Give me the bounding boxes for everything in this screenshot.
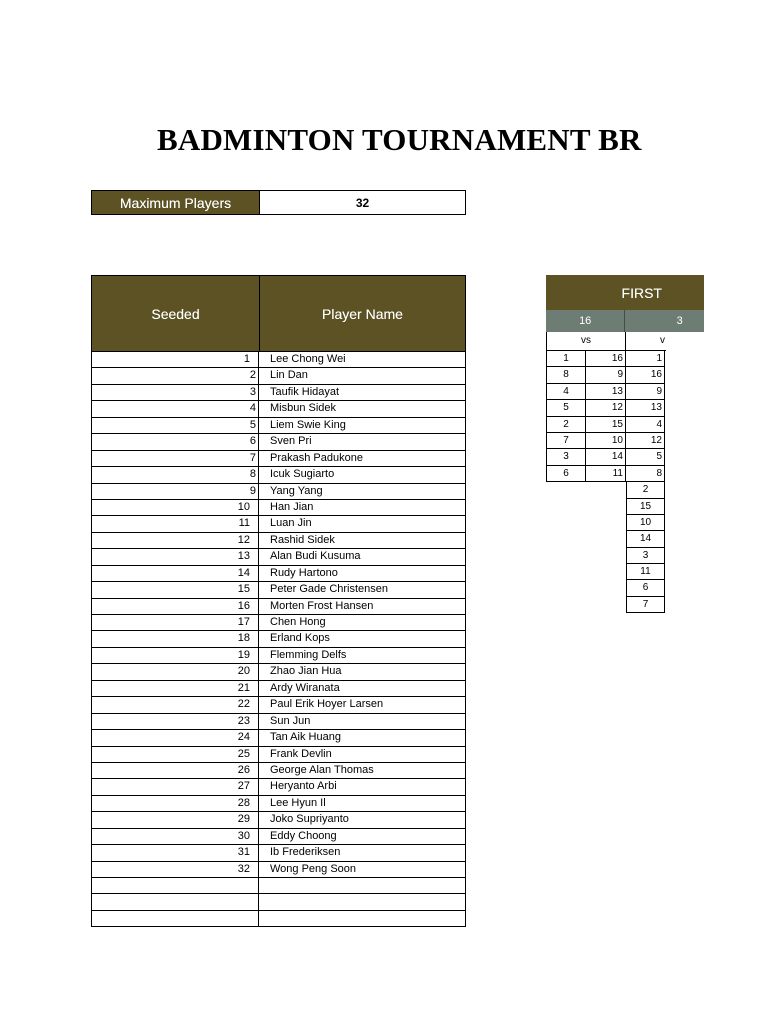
table-row bbox=[92, 565, 465, 581]
table-row bbox=[92, 828, 465, 844]
pair-cell: 10 bbox=[586, 433, 626, 449]
extra-cell: 11 bbox=[626, 564, 665, 580]
seed-number: 2 bbox=[92, 368, 259, 383]
table-row bbox=[92, 532, 465, 548]
player-name[interactable]: Chen Hong bbox=[270, 616, 326, 628]
pair-cell: 9 bbox=[586, 367, 626, 383]
seed-number: 28 bbox=[92, 796, 259, 811]
pair-cell: 14 bbox=[586, 449, 626, 465]
extra-cell: 6 bbox=[626, 580, 665, 596]
player-name[interactable]: Icuk Sugiarto bbox=[270, 468, 335, 481]
table-row bbox=[92, 811, 465, 827]
seed-number bbox=[92, 911, 259, 926]
page-title: BADMINTON TOURNAMENT BR bbox=[157, 122, 642, 157]
player-name[interactable]: Rudy Hartono bbox=[270, 566, 338, 579]
vs-label-2: v bbox=[660, 335, 665, 346]
extra-row bbox=[546, 499, 768, 515]
extra-row bbox=[546, 482, 768, 498]
table-row bbox=[92, 630, 465, 646]
seed-number: 4 bbox=[92, 401, 259, 416]
player-name[interactable]: Erland Kops bbox=[270, 632, 330, 645]
extra-row bbox=[546, 515, 768, 531]
seed-number: 9 bbox=[92, 484, 259, 499]
seed-number: 32 bbox=[92, 862, 259, 877]
max-players-label: Maximum Players bbox=[92, 191, 260, 214]
table-row bbox=[92, 483, 465, 499]
match-pair bbox=[546, 351, 768, 367]
pair-cell: 1 bbox=[546, 351, 586, 367]
player-name[interactable] bbox=[259, 894, 465, 909]
vs-row bbox=[546, 332, 768, 350]
extra-row bbox=[546, 564, 768, 580]
player-name[interactable]: Eddy Choong bbox=[270, 829, 337, 842]
player-name[interactable]: Lin Dan bbox=[270, 369, 308, 382]
player-name[interactable]: Flemming Delfs bbox=[270, 648, 347, 661]
table-row bbox=[92, 614, 465, 630]
table-row bbox=[92, 746, 465, 762]
seed-number: 15 bbox=[92, 582, 259, 597]
extra-row bbox=[546, 531, 768, 547]
player-name[interactable]: Tan Aik Huang bbox=[270, 731, 341, 744]
pair-cell: 5 bbox=[626, 449, 665, 465]
pair-cell: 4 bbox=[546, 384, 586, 400]
seed-number: 23 bbox=[92, 714, 259, 729]
extra-cell: 14 bbox=[626, 531, 665, 547]
pair-cell: 11 bbox=[586, 466, 626, 482]
max-players-row bbox=[91, 190, 466, 215]
match-pair bbox=[546, 384, 768, 400]
table-row bbox=[92, 844, 465, 860]
seed-number bbox=[92, 878, 259, 893]
seed-number: 17 bbox=[92, 615, 259, 630]
match-pair bbox=[546, 449, 768, 465]
seed-number: 22 bbox=[92, 697, 259, 712]
player-name[interactable]: Prakash Padukone bbox=[270, 451, 363, 464]
first-round-subheader bbox=[546, 310, 704, 332]
table-row bbox=[92, 647, 465, 663]
table-row bbox=[92, 696, 465, 712]
seed-number: 27 bbox=[92, 779, 259, 794]
table-row bbox=[92, 450, 465, 466]
table-row bbox=[92, 351, 465, 367]
first-round-sub-a: 16 bbox=[546, 310, 625, 332]
table-row bbox=[92, 861, 465, 877]
table-row bbox=[92, 713, 465, 729]
player-name[interactable]: Morten Frost Hansen bbox=[270, 599, 374, 612]
table-row bbox=[92, 417, 465, 433]
pair-cell: 12 bbox=[586, 400, 626, 416]
first-round-sub-b: 3 bbox=[676, 315, 683, 327]
seed-number: 16 bbox=[92, 599, 259, 614]
table-row bbox=[92, 499, 465, 515]
player-name[interactable]: Yang Yang bbox=[270, 484, 323, 497]
seed-number: 6 bbox=[92, 434, 259, 449]
first-round-title: FIRST bbox=[546, 275, 704, 310]
match-pair bbox=[546, 417, 768, 433]
pair-cell: 13 bbox=[626, 400, 665, 416]
table-row bbox=[92, 548, 465, 564]
vs-label: vs bbox=[546, 332, 626, 350]
first-round-panel bbox=[546, 275, 768, 613]
player-name[interactable]: Luan Jin bbox=[270, 517, 312, 530]
table-row bbox=[92, 729, 465, 745]
table-row bbox=[92, 762, 465, 778]
extra-row bbox=[546, 580, 768, 596]
player-name[interactable]: Lee Hyun Il bbox=[270, 796, 326, 809]
player-name[interactable]: Alan Budi Kusuma bbox=[270, 550, 361, 563]
player-name[interactable]: Ardy Wiranata bbox=[270, 681, 340, 694]
player-name[interactable] bbox=[259, 878, 465, 893]
seed-number: 30 bbox=[92, 829, 259, 844]
extra-cell: 7 bbox=[626, 597, 665, 613]
seed-number: 14 bbox=[92, 566, 259, 581]
seed-table-header bbox=[92, 276, 465, 351]
pair-cell: 3 bbox=[546, 449, 586, 465]
extra-cell: 2 bbox=[626, 482, 665, 498]
table-row bbox=[92, 893, 465, 909]
seed-number: 21 bbox=[92, 681, 259, 696]
extra-row bbox=[546, 548, 768, 564]
table-row bbox=[92, 680, 465, 696]
table-row bbox=[92, 384, 465, 400]
table-row bbox=[92, 400, 465, 416]
seed-number bbox=[92, 894, 259, 909]
player-name[interactable]: Taufik Hidayat bbox=[270, 385, 340, 398]
player-name[interactable]: Peter Gade Christensen bbox=[270, 583, 389, 596]
pair-cell: 5 bbox=[546, 400, 586, 416]
extra-cell: 3 bbox=[626, 548, 665, 564]
seed-number: 1 bbox=[92, 352, 259, 367]
seed-number: 3 bbox=[92, 385, 259, 400]
pair-cell: 8 bbox=[546, 367, 586, 383]
seed-number: 7 bbox=[92, 451, 259, 466]
pair-cell: 1 bbox=[626, 351, 665, 367]
table-row bbox=[92, 795, 465, 811]
match-pair bbox=[546, 466, 768, 482]
player-name[interactable]: George Alan Thomas bbox=[270, 763, 374, 776]
pair-cell: 12 bbox=[626, 433, 665, 449]
player-name[interactable]: Han Jian bbox=[270, 500, 314, 513]
player-name[interactable]: Sven Pri bbox=[270, 435, 312, 448]
seed-number: 12 bbox=[92, 533, 259, 548]
player-name[interactable]: Rashid Sidek bbox=[270, 533, 335, 546]
match-pairs bbox=[546, 351, 768, 482]
table-row bbox=[92, 367, 465, 383]
pair-cell: 9 bbox=[626, 384, 665, 400]
table-row bbox=[92, 663, 465, 679]
extra-row bbox=[546, 597, 768, 613]
extra-cell: 15 bbox=[626, 499, 665, 515]
player-name[interactable]: Liem Swie King bbox=[270, 418, 346, 431]
table-row bbox=[92, 877, 465, 893]
pair-cell: 4 bbox=[626, 417, 665, 433]
seed-number: 24 bbox=[92, 730, 259, 745]
pair-cell: 16 bbox=[626, 367, 665, 383]
pair-cell: 2 bbox=[546, 417, 586, 433]
player-name[interactable]: Frank Devlin bbox=[270, 747, 332, 760]
table-row bbox=[92, 910, 465, 926]
seed-number: 19 bbox=[92, 648, 259, 663]
player-name[interactable]: Zhao Jian Hua bbox=[270, 665, 342, 678]
pair-cell: 7 bbox=[546, 433, 586, 449]
max-players-value[interactable]: 32 bbox=[355, 195, 370, 210]
extra-column bbox=[546, 482, 768, 613]
seed-number: 31 bbox=[92, 845, 259, 860]
player-name[interactable]: Wong Peng Soon bbox=[270, 862, 357, 875]
player-name[interactable]: Heryanto Arbi bbox=[270, 780, 337, 793]
match-pair bbox=[546, 433, 768, 449]
seed-table-body bbox=[92, 351, 465, 926]
pair-cell: 8 bbox=[626, 466, 665, 482]
seed-number: 5 bbox=[92, 418, 259, 433]
player-name-header: Player Name bbox=[322, 305, 403, 322]
pair-cell: 16 bbox=[586, 351, 626, 367]
pair-cell: 15 bbox=[586, 417, 626, 433]
table-row bbox=[92, 598, 465, 614]
seeded-header: Seeded bbox=[92, 276, 260, 351]
pair-cell: 13 bbox=[586, 384, 626, 400]
seed-number: 13 bbox=[92, 549, 259, 564]
match-pair bbox=[546, 367, 768, 383]
player-name[interactable]: Paul Erik Hoyer Larsen bbox=[270, 698, 384, 711]
match-pair bbox=[546, 400, 768, 416]
seed-number: 25 bbox=[92, 747, 259, 762]
player-name[interactable]: Misbun Sidek bbox=[270, 402, 337, 415]
seed-number: 26 bbox=[92, 763, 259, 778]
seed-number: 10 bbox=[92, 500, 259, 515]
player-name[interactable]: Lee Chong Wei bbox=[270, 353, 346, 365]
player-name[interactable] bbox=[259, 911, 465, 926]
table-row bbox=[92, 778, 465, 794]
pair-cell: 6 bbox=[546, 466, 586, 482]
table-row bbox=[92, 433, 465, 449]
seed-table bbox=[91, 275, 466, 927]
player-name[interactable]: Joko Supriyanto bbox=[270, 813, 349, 826]
seed-number: 20 bbox=[92, 664, 259, 679]
extra-cell: 10 bbox=[626, 515, 665, 531]
player-name[interactable]: Sun Jun bbox=[270, 714, 311, 727]
table-row bbox=[92, 581, 465, 597]
player-name[interactable]: Ib Frederiksen bbox=[270, 846, 341, 859]
seed-number: 29 bbox=[92, 812, 259, 827]
seed-number: 8 bbox=[92, 467, 259, 482]
table-row bbox=[92, 466, 465, 482]
seed-number: 11 bbox=[92, 516, 259, 531]
seed-number: 18 bbox=[92, 631, 259, 646]
table-row bbox=[92, 515, 465, 531]
